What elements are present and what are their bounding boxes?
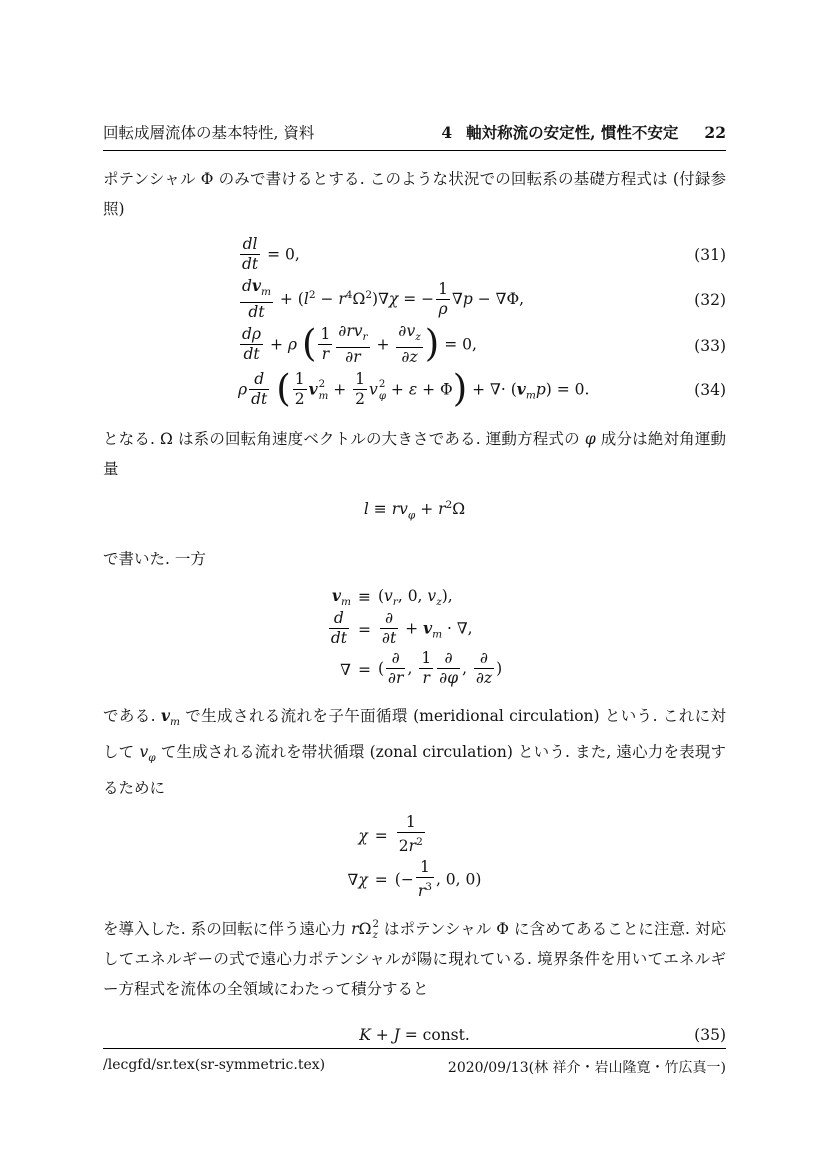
eq-lhs: ∇ xyxy=(340,660,351,679)
equation-33-body: $\frac{d\rho}{dt}$ + ρ ( $\frac{1}{r}$ $\frac{\partial rv_r}{\partial r}$ + $\frac{\partial v_z}{\partial z}$ ) = 0, xyxy=(242,321,477,367)
page-header xyxy=(103,121,726,143)
section-heading xyxy=(441,121,678,143)
equation-chi-definitions xyxy=(103,815,726,900)
eq-rhs: $\frac{\partial}{\partial t}$ + $v_m$ · ∇, xyxy=(381,609,473,648)
eq-rhs: ($v_r$, 0, $v_z$), xyxy=(377,586,453,608)
paragraph-intro: ポテンシャル Φ のみで書けるとする. このような状況での回転系の基礎方程式は (付録参照) xyxy=(103,170,726,218)
header-right-group xyxy=(441,121,726,143)
equation-32 xyxy=(103,278,726,322)
equation-34 xyxy=(103,365,726,411)
section-title: 軸対称流の安定性, 慣性不安定 xyxy=(466,123,679,142)
eq-relation: = xyxy=(357,620,371,639)
equation-35-body: K + J = const. xyxy=(359,1025,470,1044)
equation-31-number: (31) xyxy=(694,246,726,264)
equation-35 xyxy=(103,1020,726,1050)
eq-lhs: $v_m$ xyxy=(331,586,351,609)
eq-rhs: ( $\frac{\partial}{\partial r}$ , $\frac{1}{r}$ $\frac{\partial}{\partial\varphi}$ , $\frac{\partial}{\partial z}$ ) xyxy=(377,649,503,688)
paragraph-centrifugal: を導入した. 系の回転に伴う遠心力 rΩ 2 z はポテンシャル Φ に含めてあることに注意. 対応してエネルギーの式で遠心力ポテンシャルが陽に現れている. 境界条件を用いてエネルギー方程式を流体の全領域にわたって積分すると xyxy=(103,918,726,998)
equation-group-31-34 xyxy=(103,234,726,411)
page-number: 22 xyxy=(704,123,726,142)
equation-31 xyxy=(103,234,726,276)
equation-angular-momentum: $l \equiv rv_\varphi + r^2\Omega$ xyxy=(363,499,466,522)
eq-relation: = xyxy=(374,871,388,890)
eq-relation: = xyxy=(374,827,388,846)
footer-date-authors: 2020/09/13(林 祥介・岩山隆寛・竹広真一) xyxy=(447,1060,726,1076)
equation-33-number: (33) xyxy=(694,336,726,355)
paragraph-dewrote: で書いた. 一方 xyxy=(103,550,206,569)
header-rule xyxy=(103,150,726,151)
equation-32-body: $\frac{dv_m}{dt}$ + $(l^2 - r^4\Omega^2)\nabla\chi$ = − $\frac{1}{\rho}$ ∇p − ∇Φ, xyxy=(242,276,525,322)
eq-rhs: (− $\frac{1}{r^3}$ , 0, 0) xyxy=(394,857,482,900)
equation-vm-definitions xyxy=(103,586,726,688)
paragraph-circulation: である. $v_m$ で生成される流れを子午面循環 (meridional circulation) という. これに対して $v_\varphi$ て生成される流れを帯状循環 (zonal circulation) という. また, 遠心力を表現するために xyxy=(103,706,726,798)
equation-35-number: (35) xyxy=(694,1025,726,1044)
eq-lhs: χ xyxy=(358,827,368,846)
eq-lhs: ∇χ xyxy=(347,871,368,890)
equation-31-body: $\frac{dl}{dt}$ = 0, xyxy=(242,234,300,273)
paragraph-omega: となる. Ω は系の回転角速度ベクトルの大きさである. 運動方程式の φ 成分は絶対角運動量 xyxy=(103,430,726,479)
equation-34-body: ρ $\frac{d}{dt}$ ( $\frac{1}{2}$ v 2 m + $\frac{1}{2}$ v 2 φ + ε + Φ) + ∇· $(v_mp) = 0$. xyxy=(238,365,590,410)
eq-relation: = xyxy=(357,660,371,679)
equation-32-number: (32) xyxy=(694,291,726,310)
footer-source-file: /lecgfd/sr.tex(sr-symmetric.tex) xyxy=(103,1057,326,1073)
eq-lhs: $\frac{d}{dt}$ xyxy=(330,609,347,648)
equation-33 xyxy=(103,321,726,367)
footer-rule xyxy=(103,1048,726,1049)
section-number: 4 xyxy=(441,123,453,142)
page-footer xyxy=(103,1048,726,1077)
eq-relation: ≡ xyxy=(357,588,371,607)
running-title: 回転成層流体の基本特性, 資料 xyxy=(103,124,315,142)
eq-rhs: $\frac{1}{2r^2}$ xyxy=(398,813,423,856)
footer-line xyxy=(103,1057,726,1077)
equation-34-number: (34) xyxy=(694,381,726,400)
